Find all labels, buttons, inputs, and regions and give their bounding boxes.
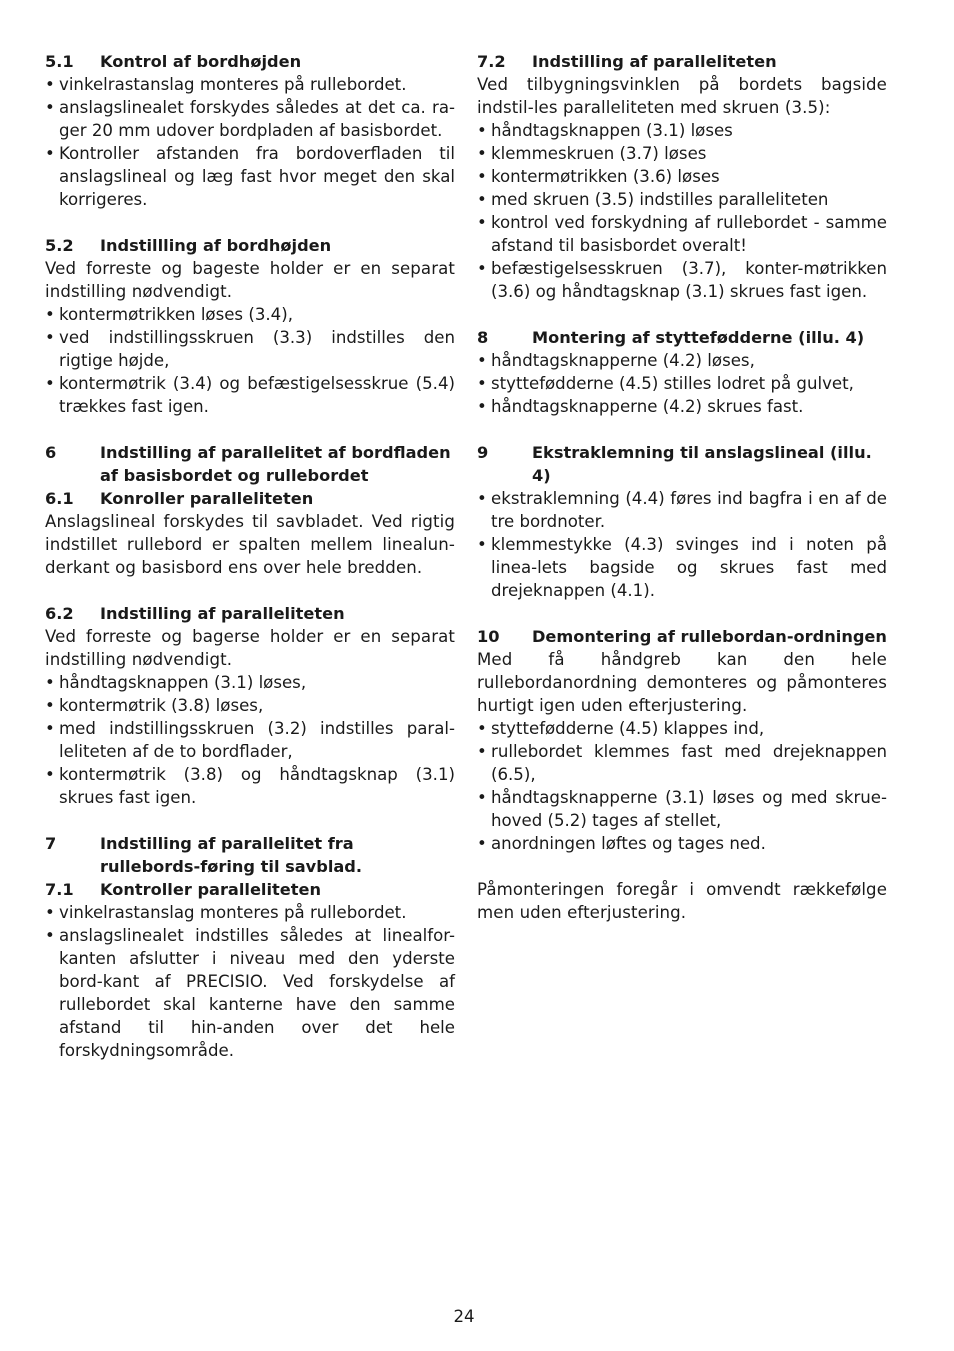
section-number: 6.2 [45, 604, 74, 623]
section-title: Konroller paralleliteten [100, 489, 314, 508]
section-number: 9 [477, 443, 489, 462]
bullet-item: • styttefødderne (4.5) klappes ind, [477, 717, 887, 740]
bullet-item: • befæstigelsesskruen (3.7), konter-møtrikken (3.6) og håndtagsknap (3.1) skrues fast igen. [477, 257, 887, 303]
section [477, 50, 887, 303]
bullet-item: • kontermøtrikken (3.6) løses [477, 165, 887, 188]
bullet-list [45, 73, 455, 211]
section-number: 5.2 [45, 236, 74, 255]
section-title: Indstilling af paralleliteten [100, 604, 345, 623]
section-title: Demontering af rullebordan-ordningen [532, 627, 887, 646]
section [45, 50, 455, 211]
section-paragraph: Ved forreste og bagerse holder er en separat indstilling nødvendigt. [45, 627, 455, 669]
bullet-item: • håndtagsknappen (3.1) løses [477, 119, 887, 142]
bullet-list [45, 303, 455, 418]
bullet-item: • kontermøtrik (3.8) og håndtagsknap (3.1) skrues fast igen. [45, 763, 455, 809]
section-paragraph: Påmonteringen foregår i omvendt rækkefølge men uden efterjustering. [477, 880, 887, 922]
bullet-item: • ved indstillingsskruen (3.3) indstilles den rigtige højde, [45, 326, 455, 372]
section [45, 441, 455, 579]
section-number: 5.1 [45, 52, 74, 71]
section-title: Kontrol af bordhøjden [100, 52, 302, 71]
section-title: Indstilling af parallelitet fra rullebords-føring til savblad. [100, 834, 363, 876]
bullet-list [477, 487, 887, 602]
section-title: Kontroller paralleliteten [100, 880, 321, 899]
bullet-item: • kontrol ved forskydning af rullebordet - samme afstand til basisbordet overalt! [477, 211, 887, 257]
bullet-item: • anordningen løftes og tages ned. [477, 832, 887, 855]
bullet-item: • kontermøtrik (3.8) løses, [45, 694, 455, 717]
section-heading [477, 326, 887, 349]
section-title: Indstillling af bordhøjden [100, 236, 332, 255]
left-column [45, 50, 455, 1085]
page-number: 24 [453, 1307, 475, 1326]
bullet-item: • vinkelrastanslag monteres på rullebordet. [45, 73, 455, 96]
right-column [477, 50, 887, 947]
bullet-item: • klemmestykke (4.3) svinges ind i noten på linea-lets bagside og skrues fast med drejeknappen (4.1). [477, 533, 887, 602]
bullet-item: • styttefødderne (4.5) stilles lodret på gulvet, [477, 372, 887, 395]
section [477, 441, 887, 602]
section-heading [45, 602, 455, 625]
bullet-item: • Kontroller afstanden fra bordoverfladen til anslagslineal og læg fast hvor meget den skal korrigeres. [45, 142, 455, 211]
section-number: 6.1 [45, 489, 74, 508]
bullet-item: • kontermøtrikken løses (3.4), [45, 303, 455, 326]
bullet-item: • med skruen (3.5) indstilles paralleliteten [477, 188, 887, 211]
section [45, 234, 455, 418]
bullet-item: • med indstillingsskruen (3.2) indstilles paral-leliteten af de to bordflader, [45, 717, 455, 763]
section-heading [45, 878, 455, 901]
section-paragraph: Ved forreste og bageste holder er en separat indstilling nødvendigt. [45, 259, 455, 301]
section-number: 6 [45, 443, 57, 462]
bullet-item: • ekstraklemning (4.4) føres ind bagfra i en af de tre bordnoter. [477, 487, 887, 533]
section-heading [477, 625, 887, 648]
section-title: Ekstraklemning til anslagslineal (illu. 4) [532, 443, 872, 485]
bullet-item: • klemmeskruen (3.7) løses [477, 142, 887, 165]
section-heading [45, 441, 455, 487]
section-number: 7.1 [45, 880, 74, 899]
bullet-item: • håndtagsknappen (3.1) løses, [45, 671, 455, 694]
bullet-item: • anslagslinealet indstilles således at linealfor-kanten afslutter i niveau med den yderste bord-kant af PRECISIO. Ved forskydelse af rullebordet skal kanterne have den samme afstand til hin-anden over det hele forskydningsområde. [45, 924, 455, 1062]
section-number: 7 [45, 834, 57, 853]
section [477, 326, 887, 418]
bullet-item: • vinkelrastanslag monteres på rullebordet. [45, 901, 455, 924]
bullet-item: • rullebordet klemmes fast med drejeknappen (6.5), [477, 740, 887, 786]
bullet-list [477, 717, 887, 855]
section-heading [477, 441, 887, 487]
section-title: Montering af styttefødderne (illu. 4) [532, 328, 865, 347]
section-title: Indstilling af parallelitet af bordfladen af basisbordet og rullebordet [100, 443, 451, 485]
section-heading [45, 50, 455, 73]
bullet-list [45, 671, 455, 809]
bullet-list [477, 119, 887, 303]
section-number: 7.2 [477, 52, 506, 71]
section-heading [45, 832, 455, 878]
bullet-item: • håndtagsknapperne (4.2) skrues fast. [477, 395, 887, 418]
section [477, 878, 887, 924]
section-number: 10 [477, 627, 500, 646]
bullet-list [477, 349, 887, 418]
section-paragraph: Med få håndgreb kan den hele rullebordanordning demonteres og påmonteres hurtigt igen uden efterjustering. [477, 650, 887, 715]
section [477, 625, 887, 855]
section-paragraph: Ved tilbygningsvinklen på bordets bagside indstil-les paralleliteten med skruen (3.5): [477, 75, 887, 117]
section-title: Indstilling af paralleliteten [532, 52, 777, 71]
section-heading [45, 487, 455, 510]
section-paragraph: Anslagslineal forskydes til savbladet. Ved rigtig indstillet rullebord er spalten mellem linealun-derkant og basisbord ens over hele bredden. [45, 512, 455, 577]
bullet-item: • håndtagsknapperne (4.2) løses, [477, 349, 887, 372]
section [45, 602, 455, 809]
bullet-item: • kontermøtrik (3.4) og befæstigelsesskrue (5.4) trækkes fast igen. [45, 372, 455, 418]
section [45, 832, 455, 1062]
section-heading [477, 50, 887, 73]
section-heading [45, 234, 455, 257]
section-number: 8 [477, 328, 489, 347]
bullet-list [45, 901, 455, 1062]
bullet-item: • håndtagsknapperne (3.1) løses og med skrue-hoved (5.2) tages af stellet, [477, 786, 887, 832]
bullet-item: • anslagslinealet forskydes således at det ca. ra-ger 20 mm udover bordpladen af basisbordet. [45, 96, 455, 142]
